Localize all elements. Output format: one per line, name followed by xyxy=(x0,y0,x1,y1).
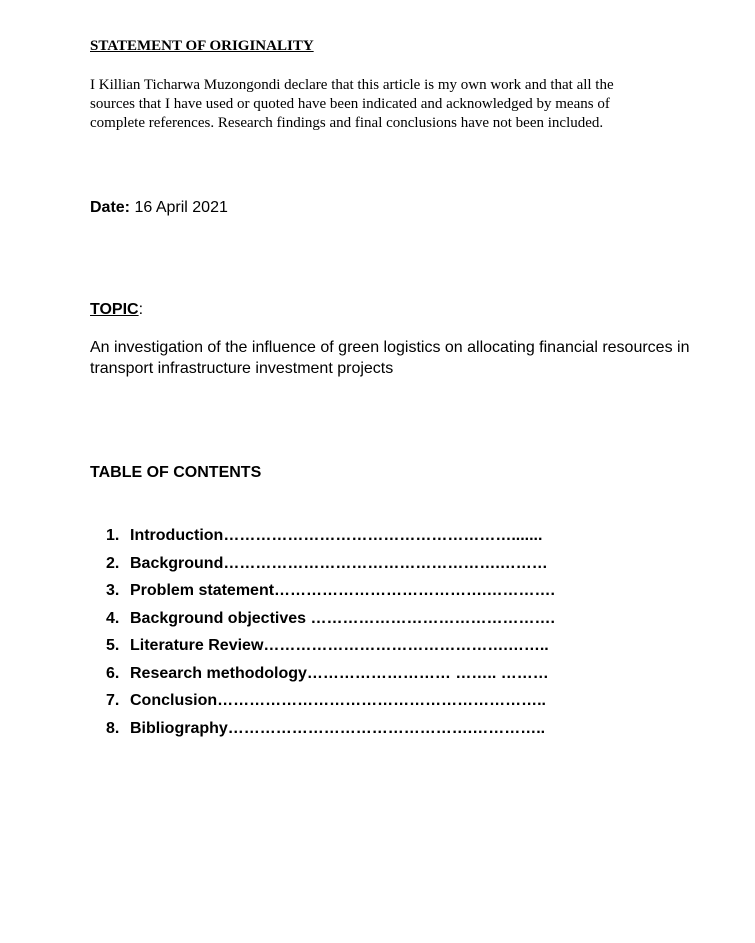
toc-item-number: 2. xyxy=(106,554,120,572)
toc-item-number: 7. xyxy=(106,692,120,709)
toc-item-number: 1. xyxy=(106,527,120,544)
toc-title: TABLE OF CONTENTS xyxy=(90,464,262,481)
toc-list xyxy=(106,525,555,745)
toc-item-number: 8. xyxy=(106,719,120,737)
topic-colon: : xyxy=(138,301,144,318)
toc-item-text: Background…………………………………………….……… xyxy=(130,554,548,572)
date-value: 16 April 2021 xyxy=(130,199,228,216)
toc-item-number: 3. xyxy=(106,582,120,599)
date-line xyxy=(90,199,228,217)
topic-body xyxy=(90,337,710,379)
toc-item-text: Bibliography……………………………………….………….. xyxy=(130,719,546,737)
toc-item-text: Introduction………………………………………………....... xyxy=(130,527,543,544)
topic-line: transport infrastructure investment projects xyxy=(90,360,394,377)
toc-item-number: 6. xyxy=(106,664,120,682)
toc-item-introduction xyxy=(106,525,555,553)
statement-line: I Killian Ticharwa Muzongondi declare that this article is my own work and that all the xyxy=(90,77,614,93)
toc-item-problem-statement xyxy=(106,580,555,608)
statement-line: complete references. Research findings and final conclusions have not been included. xyxy=(90,115,604,131)
toc-item-text: Conclusion…………………………………………………….. xyxy=(130,692,546,709)
toc-item-conclusion xyxy=(106,690,555,718)
topic-label: TOPIC xyxy=(90,301,139,318)
statement-body xyxy=(90,76,690,133)
toc-item-text: Background objectives ………………………………………. xyxy=(130,609,555,627)
statement-title: STATEMENT OF ORIGINALITY xyxy=(90,38,314,54)
toc-item-number: 5. xyxy=(106,637,120,654)
toc-item-background xyxy=(106,553,555,581)
topic-heading xyxy=(90,301,143,319)
toc-item-research-methodology xyxy=(106,663,555,691)
date-label: Date: xyxy=(90,199,131,216)
toc-item-text: Research methodology……………………… …….. ……… xyxy=(130,664,549,682)
statement-line: sources that I have used or quoted have been indicated and acknowledged by means of xyxy=(90,96,610,112)
toc-item-bibliography xyxy=(106,718,555,746)
toc-item-text: Problem statement………………………………….…………. xyxy=(130,582,555,599)
topic-line: An investigation of the influence of green logistics on allocating financial resources in xyxy=(90,339,690,356)
toc-item-background-objectives xyxy=(106,608,555,636)
toc-item-number: 4. xyxy=(106,609,120,627)
toc-item-literature-review xyxy=(106,635,555,663)
toc-item-text: Literature Review……………………………………….…….. xyxy=(130,637,549,654)
